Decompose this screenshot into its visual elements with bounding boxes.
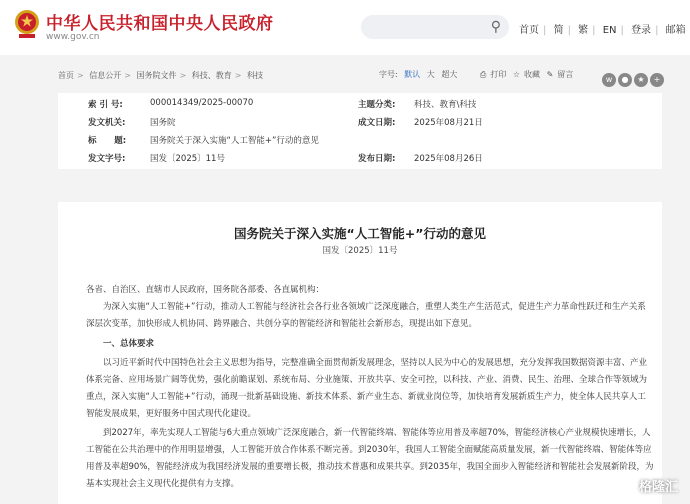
meta-row (58, 98, 662, 115)
meta-row (58, 134, 662, 151)
breadcrumb: 首页 > 信息公开 > 国务院文件 > 科技、教育 > 科技 (58, 71, 263, 80)
comment-button[interactable]: 留言 (557, 70, 574, 79)
national-emblem-icon (13, 9, 41, 39)
issuer-label: 发文机关: (88, 118, 126, 128)
breadcrumb-item[interactable]: 国务院文件 (136, 71, 177, 80)
section-heading: 一、总体要求 (103, 339, 155, 349)
body-paragraph: 到2027年，率先实现人工智能与6大重点领域广泛深度融合，新一代智能终端、智能体等应用普及率超70%，智能经济核心产业规模快速增长，人工智能在公共治理中的作用明显增强，人工智能开放合作体系不断完善。到2030年，我国人工智能全面赋能高质量发展，新一代智能终端、智能体等应用普及率超90%，智能经济成为我国经济发展的重要增长极，推动技术普惠和成果共享。到2035年，我国全面步入智能经济和智能社会发展新阶段，为基本实现社会主义现代化提供有力支撑。 (86, 428, 654, 489)
site-title[interactable]: 中华人民共和国中央人民政府 (46, 14, 274, 34)
site-url: www.gov.cn (46, 32, 100, 42)
breadcrumb-item[interactable]: 首页 (58, 71, 74, 80)
meta-row (58, 152, 662, 169)
nav-simplified[interactable]: 简 (553, 25, 564, 36)
body-paragraph: 以习近平新时代中国特色社会主义思想为指导，完整准确全面贯彻新发展理念，坚持以人民为中心的发展思想，充分发挥我国数据资源丰富、产业体系完备、应用场景广阔等优势，强化前瞻谋划、系统布局、分业施策、开放共享、安全可控，以科技、产业、消费、民生、治理、全球合作等领域为重点，深入实施“人工智能+”行动，涌现一批新基础设施、新技术体系、新产业生态、新就业岗位等，加快培育发展新质生产力，使全体人民共享人工智能发展成果，更好服务中国式现代化建设。 (86, 358, 648, 419)
nav-english[interactable]: EN (602, 25, 617, 36)
print-icon[interactable]: ⎙ (479, 70, 487, 79)
title-label: 标 题: (88, 136, 127, 146)
share-buttons (602, 67, 666, 87)
favorite-icon[interactable]: ☆ (512, 70, 521, 79)
page-tools (379, 69, 577, 80)
meta-row (58, 116, 662, 133)
intro-paragraph: 为深入实施“人工智能+”行动，推动人工智能与经济社会各行业各领域广泛深度融合，重塑人类生产生活范式，促进生产力革命性跃迁和生产关系深层次变革，加快形成人机协同、跨界融合、共创分享的智能经济和智能社会新形态，现提出如下意见。 (86, 302, 646, 329)
document-metadata (58, 93, 662, 169)
date-label: 成文日期: (358, 118, 396, 128)
more-share-icon[interactable]: + (650, 73, 664, 87)
qzone-share-icon[interactable]: ★ (634, 73, 648, 87)
favorite-button[interactable]: 收藏 (524, 70, 541, 79)
font-large-button[interactable]: 大 (426, 70, 435, 79)
font-size-label: 字号: (379, 70, 398, 79)
document-title: 国务院关于深入实施“人工智能+”行动的意见 (234, 226, 486, 241)
nav-mail[interactable]: 邮箱 (665, 25, 686, 36)
docno-value: 国发〔2025〕11号 (150, 154, 225, 164)
index-value: 000014349/2025-00070 (150, 98, 254, 108)
document-body (58, 202, 662, 504)
index-label: 索 引 号: (88, 100, 123, 110)
nav-login[interactable]: 登录 (631, 25, 652, 36)
title-value: 国务院关于深入实施“人工智能+”行动的意见 (150, 136, 319, 146)
pubdate-value: 2025年08月26日 (414, 154, 483, 164)
site-header (0, 0, 690, 55)
font-xlarge-button[interactable]: 超大 (441, 70, 458, 79)
search-input[interactable] (361, 15, 509, 39)
pubdate-label: 发布日期: (358, 154, 396, 164)
wechat-share-icon[interactable]: ● (618, 73, 632, 87)
breadcrumb-item[interactable]: 信息公开 (89, 71, 122, 80)
weibo-share-icon[interactable]: w (602, 73, 616, 87)
comment-icon[interactable]: ✎ (546, 70, 554, 79)
search-icon[interactable]: ⚲ (490, 19, 501, 35)
breadcrumb-item[interactable]: 科技 (247, 71, 263, 80)
issuer-value: 国务院 (150, 118, 176, 128)
breadcrumb-bar (0, 62, 690, 90)
docno-label: 发文字号: (88, 154, 126, 164)
subject-value: 科技、教育\科技 (414, 100, 477, 110)
date-value: 2025年08月21日 (414, 118, 483, 128)
nav-home[interactable]: 首页 (519, 25, 539, 36)
nav-traditional[interactable]: 繁 (578, 25, 589, 36)
breadcrumb-item[interactable]: 科技、教育 (191, 71, 232, 80)
top-nav: 首页 | 简 | 繁 | EN | 登录 | 邮箱 (519, 25, 686, 36)
subject-label: 主题分类: (358, 100, 396, 110)
watermark: 格隆汇 (638, 480, 678, 495)
font-default-button[interactable]: 默认 (404, 70, 421, 79)
print-button[interactable]: 打印 (490, 70, 507, 79)
document-number: 国发〔2025〕11号 (322, 246, 398, 256)
salutation: 各省、自治区、直辖市人民政府，国务院各部委、各直属机构： (86, 285, 325, 295)
